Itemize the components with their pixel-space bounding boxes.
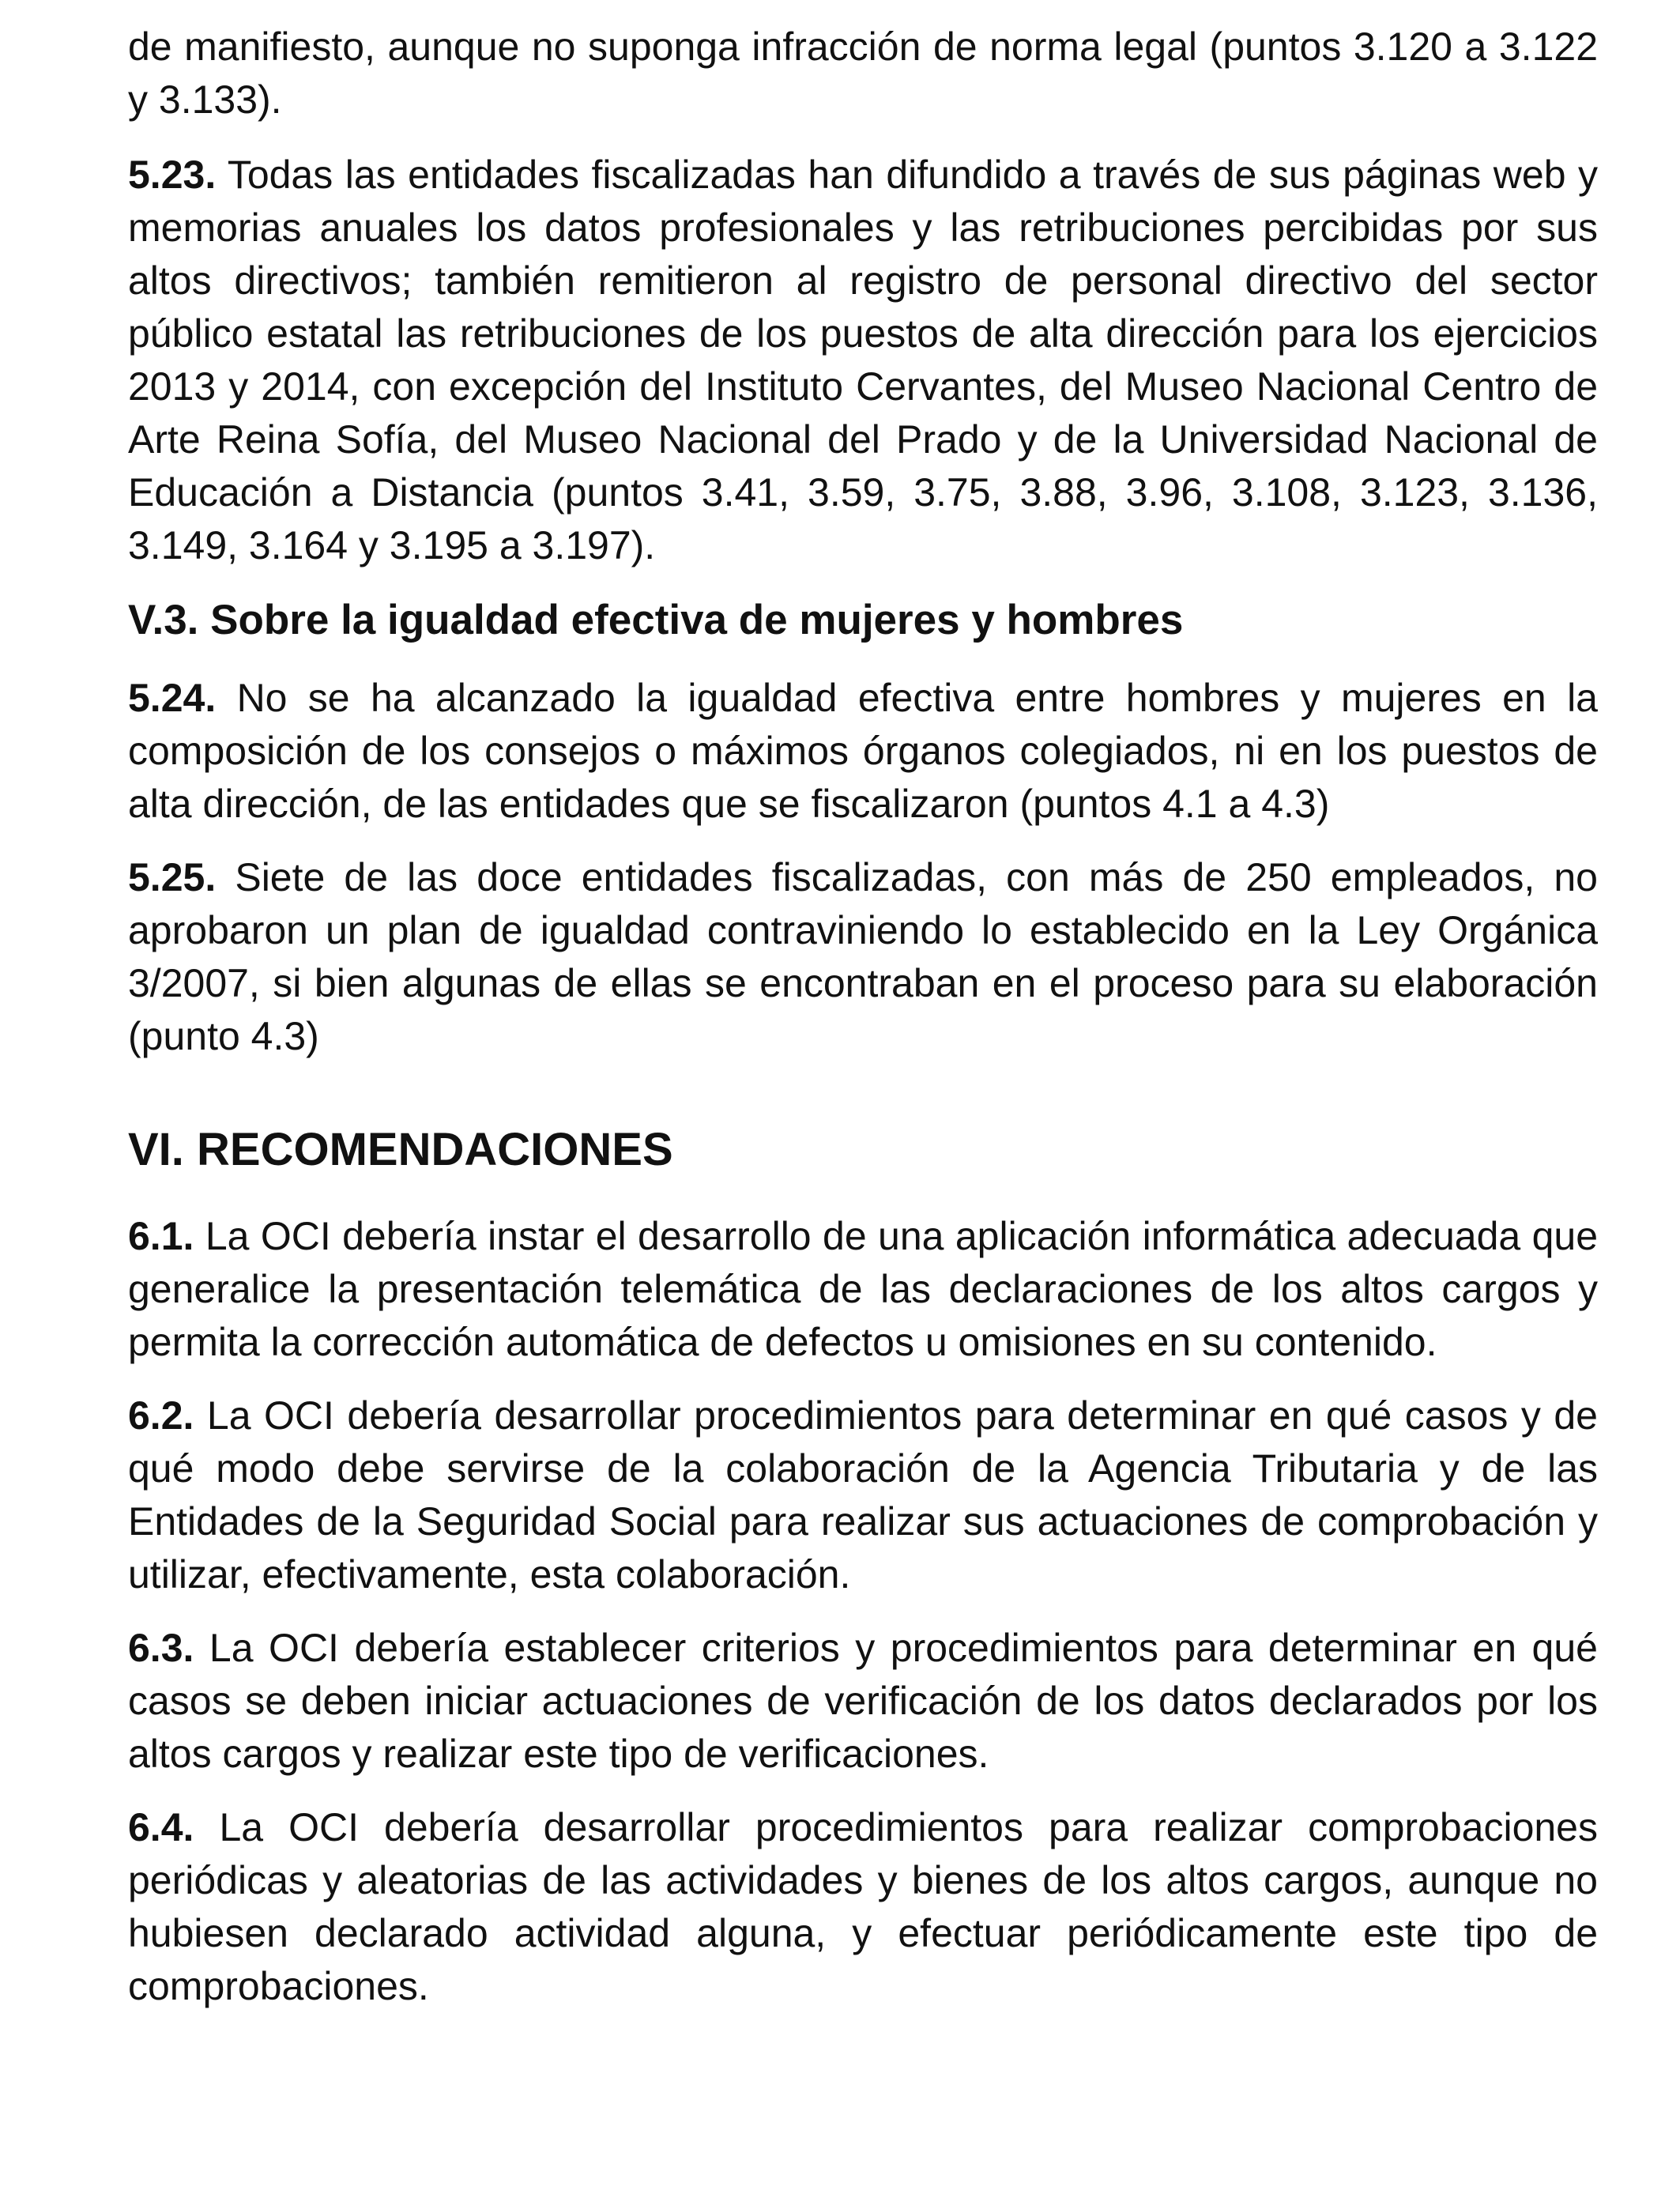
recommendation-text: La OCI debería instar el desarrollo de una aplicación informática adecuada que generalice la presentación telemática de las declaraciones de los altos cargos y permita la corrección automática de defectos u omisiones en su contenido. bbox=[128, 1214, 1598, 1364]
recommendation-text: La OCI debería desarrollar procedimientos para realizar comprobaciones periódicas y aleatorias de las actividades y bienes de los altos cargos, aunque no hubiesen declarado actividad alguna, y efectuar periódicamente este tipo de comprobaciones. bbox=[128, 1805, 1598, 2008]
recommendation-number: 6.2. bbox=[128, 1393, 194, 1438]
paragraph-number: 5.24. bbox=[128, 676, 217, 720]
recommendation-6-4 bbox=[128, 1801, 1598, 2013]
recommendation-6-2 bbox=[128, 1389, 1598, 1601]
recommendation-number: 6.4. bbox=[128, 1805, 194, 1849]
paragraph-text: Todas las entidades fiscalizadas han difundido a través de sus páginas web y memorias anuales los datos profesionales y las retribuciones percibidas por sus altos directivos; también remitieron al registro de personal directivo del sector público estatal las retribuciones de los puestos de alta dirección para los ejercicios 2013 y 2014, con excepción del Instituto Cervantes, del Museo Nacional Centro de Arte Reina Sofía, del Museo Nacional del Prado y de la Universidad Nacional de Educación a Distancia (puntos 3.41, 3.59, 3.75, 3.88, 3.96, 3.108, 3.123, 3.136, 3.149, 3.164 y 3.195 a 3.197). bbox=[128, 153, 1598, 567]
recommendation-number: 6.3. bbox=[128, 1626, 194, 1670]
paragraph-5-25 bbox=[128, 851, 1598, 1063]
paragraph-text: No se ha alcanzado la igualdad efectiva entre hombres y mujeres en la composición de los consejos o máximos órganos colegiados, ni en los puestos de alta dirección, de las entidades que se fiscalizaron (puntos 4.1 a 4.3) bbox=[128, 676, 1598, 826]
recommendation-text: La OCI debería establecer criterios y procedimientos para determinar en qué casos se deben iniciar actuaciones de verificación de los datos declarados por los altos cargos y realizar este tipo de verificaciones. bbox=[128, 1626, 1598, 1776]
paragraph-text: Siete de las doce entidades fiscalizadas, con más de 250 empleados, no aprobaron un plan de igualdad contraviniendo lo establecido en la Ley Orgánica 3/2007, si bien algunas de ellas se encontraban en el proceso para su elaboración (punto 4.3) bbox=[128, 855, 1598, 1058]
recommendation-6-1 bbox=[128, 1210, 1598, 1369]
paragraph-number: 5.25. bbox=[128, 855, 217, 899]
paragraph-5-23 bbox=[128, 149, 1598, 572]
recommendation-6-3 bbox=[128, 1622, 1598, 1781]
paragraph-number: 5.23. bbox=[128, 153, 217, 197]
paragraph-continuation: de manifiesto, aunque no suponga infracción de norma legal (puntos 3.120 a 3.122 y 3.133). bbox=[128, 25, 1598, 122]
recommendation-number: 6.1. bbox=[128, 1214, 194, 1258]
section-heading-v3: V.3. Sobre la igualdad efectiva de mujeres y hombres bbox=[128, 597, 1184, 643]
document-page bbox=[128, 21, 1598, 2034]
recommendation-text: La OCI debería desarrollar procedimientos para determinar en qué casos y de qué modo debe servirse de la colaboración de la Agencia Tributaria y de las Entidades de la Seguridad Social para realizar sus actuaciones de comprobación y utilizar, efectivamente, esta colaboración. bbox=[128, 1393, 1598, 1596]
section-heading-recomendaciones: VI. RECOMENDACIONES bbox=[128, 1124, 673, 1175]
paragraph-5-24 bbox=[128, 672, 1598, 831]
